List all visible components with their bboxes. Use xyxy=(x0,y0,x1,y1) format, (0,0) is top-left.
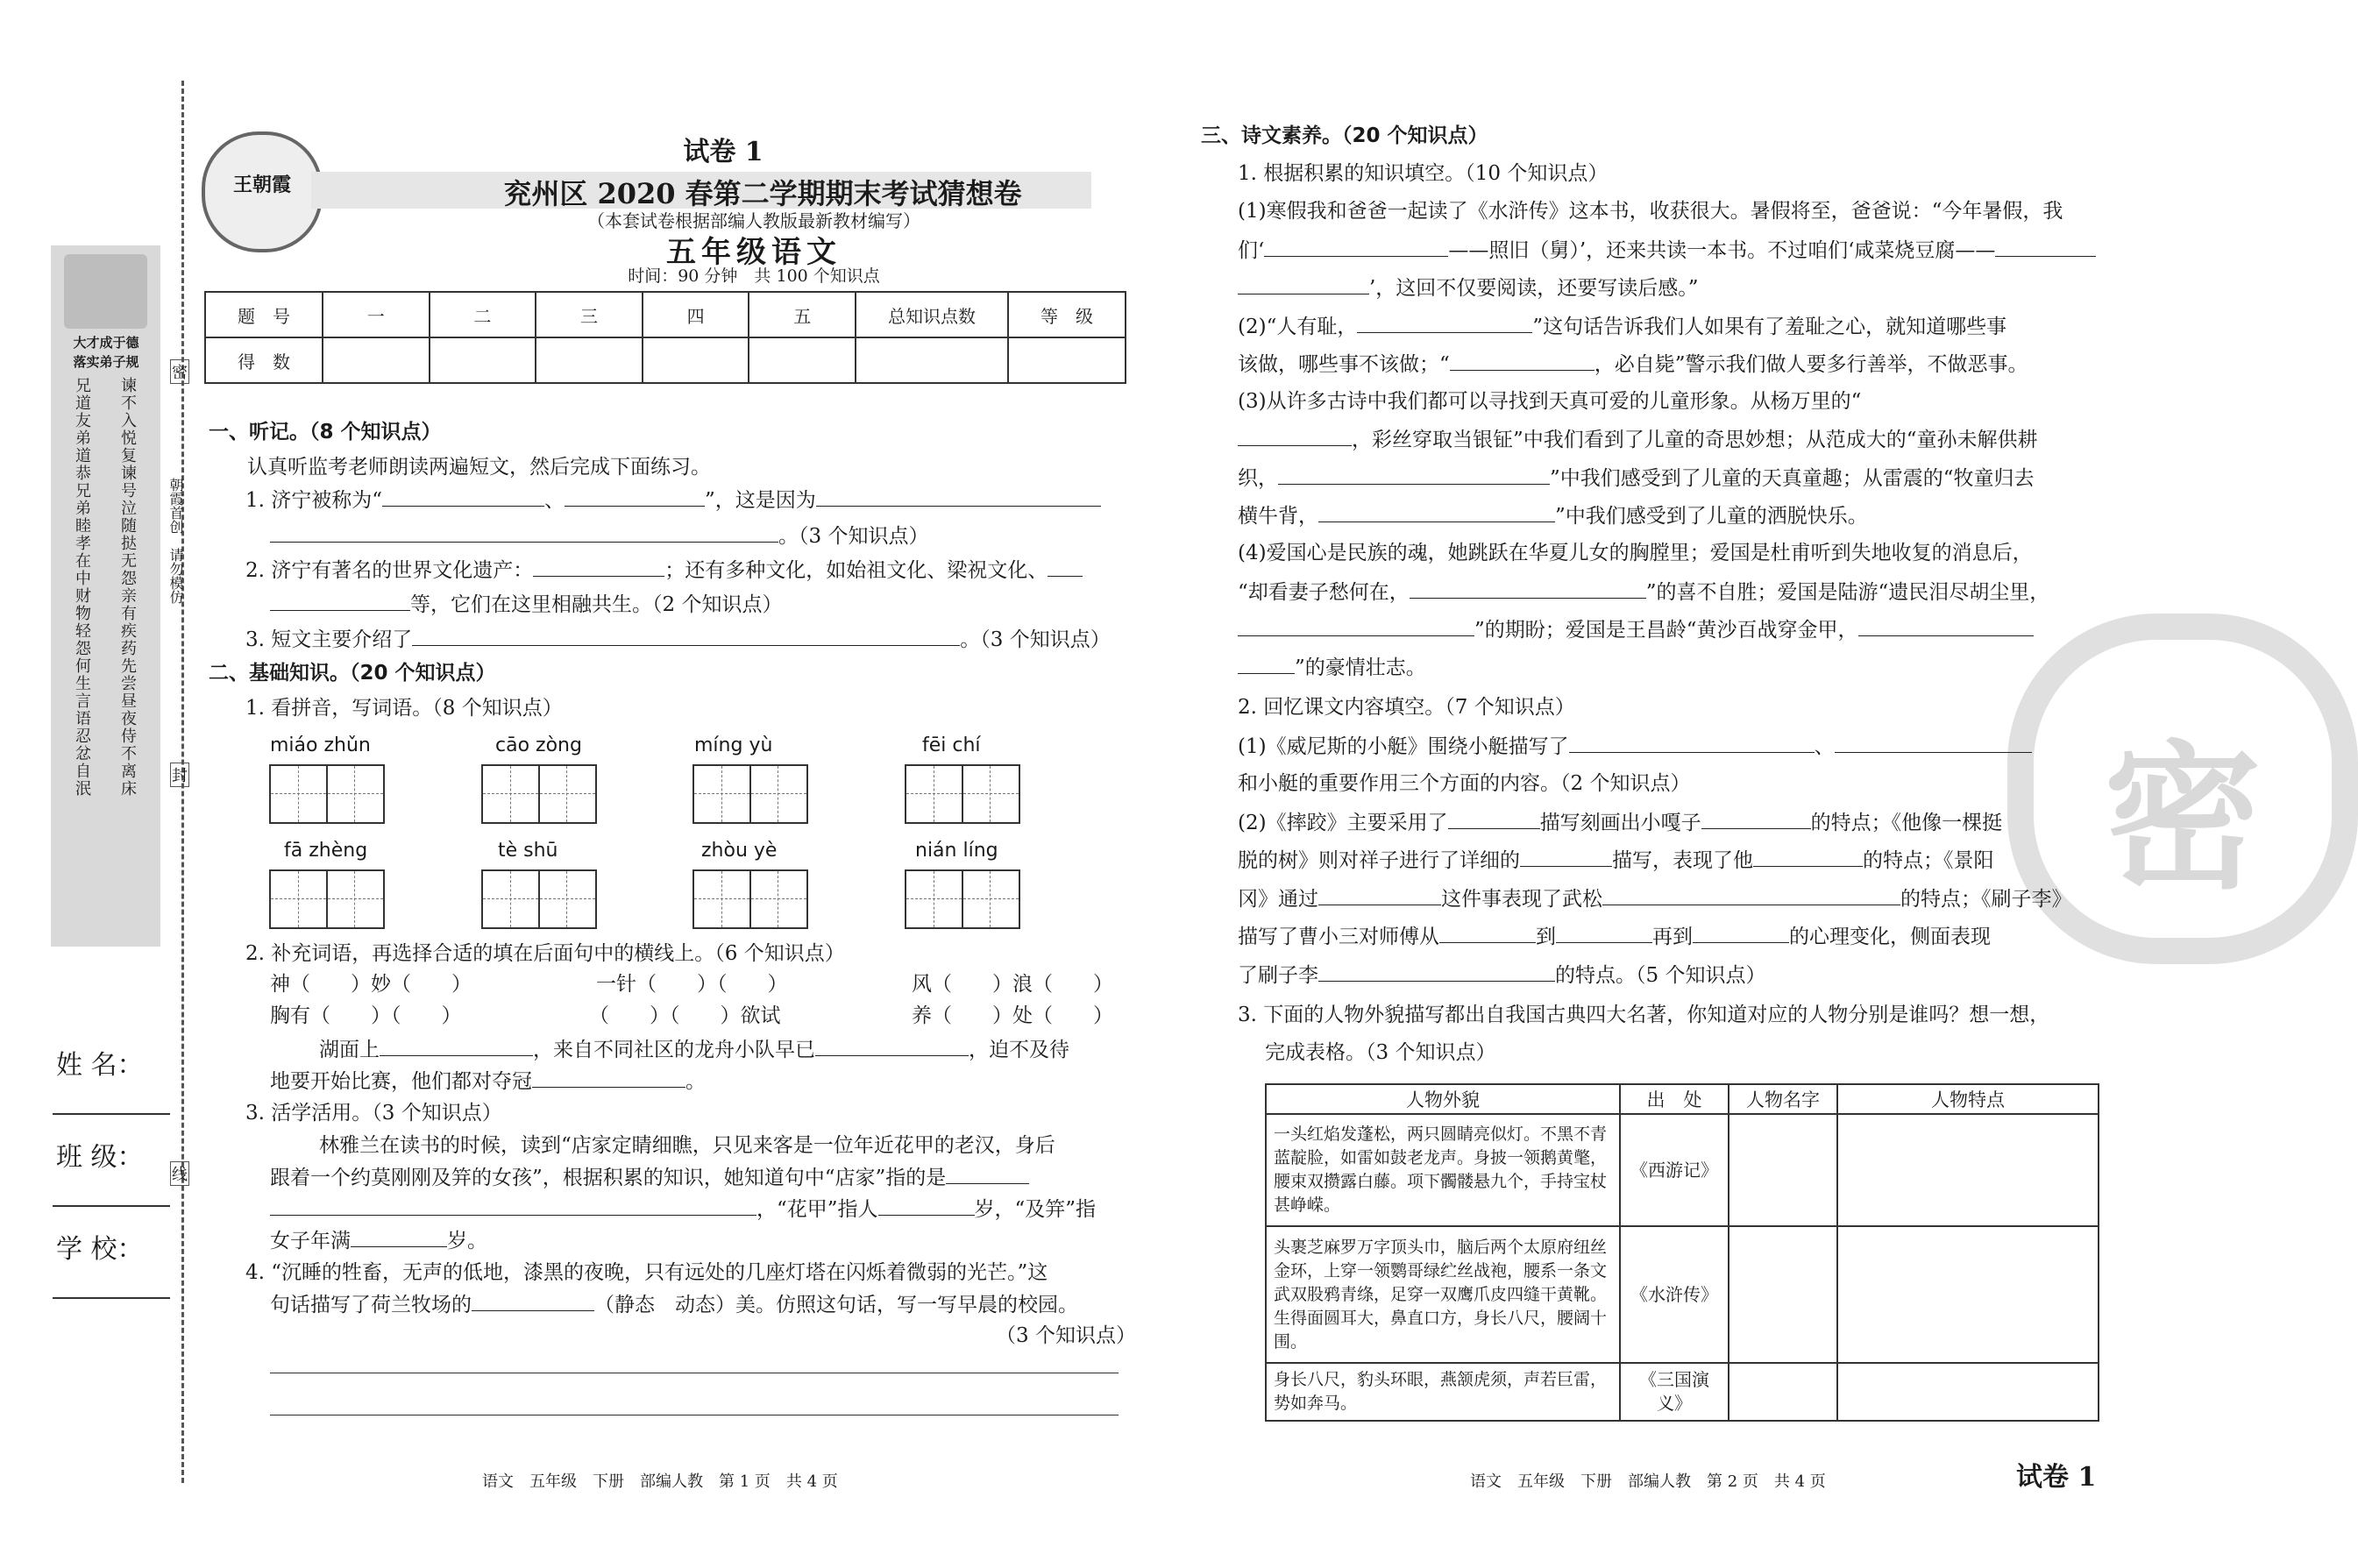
series-label: 试卷 1 xyxy=(683,137,764,167)
s3-r2c: 的特点；《他像一棵挺 xyxy=(1810,812,2003,834)
tianzi-grid[interactable] xyxy=(269,869,385,929)
s2-q3-text4b: 岁。 xyxy=(447,1230,487,1252)
s1-q3a: 3. 短文主要介绍了 xyxy=(245,628,413,651)
s2-fill-c: ，迫不及待 xyxy=(969,1039,1069,1061)
score-cell[interactable] xyxy=(749,337,856,383)
s3-p3-line1: (3)从许多古诗中我们都可以寻找到天真可爱的儿童形象。从杨万里的“ xyxy=(1238,390,1862,413)
logo-text: 王朝霞 xyxy=(232,174,291,196)
blank[interactable] xyxy=(1318,885,1441,905)
s2-q3: 3. 活学活用。（3 个知识点） xyxy=(245,1102,502,1125)
appearance-cell: 头裹芝麻罗万字顶头巾，脑后两个太原府纽丝金环，上穿一领鹦哥绿纻丝战袍，腰系一条文武双股鸦青绦，足穿一双鹰爪皮四缝干黄靴。生得面圆耳大，鼻直口方，身长八尺，腰阔十围。 xyxy=(1266,1226,1620,1363)
table-head-cell: 人物特点 xyxy=(1837,1084,2099,1114)
s3-p3-line4 xyxy=(1238,502,1868,529)
s3-p2c: 该做，哪些事不该做；“ xyxy=(1238,353,1450,376)
s3-p3c: 织， xyxy=(1238,467,1278,490)
sidebar-col-2: 谏不入悦复谏号泣随挞无怨亲有疾药先尝昼夜侍不离床 xyxy=(118,377,137,798)
pinyin-1: miáo zhǔn xyxy=(270,734,371,756)
s3-p1-line3 xyxy=(1238,274,1699,302)
sidebar-motto xyxy=(58,333,154,372)
s3-r2n: 了刷子李 xyxy=(1238,964,1318,987)
s3-p1-line2 xyxy=(1238,237,2096,264)
score-head-cell: 总知识点数 xyxy=(856,292,1008,337)
s1-q3b: 。（3 个知识点） xyxy=(960,628,1111,651)
table-row xyxy=(1266,1114,2099,1226)
trait-answer-cell[interactable] xyxy=(1837,1114,2099,1226)
s3-p3b: ，彩丝穿取当银钲”中我们看到了儿童的奇思妙想；从范成大的“童孙未解供耕 xyxy=(1352,429,2038,451)
idiom-4: 胸有（ ）（ ） xyxy=(270,1004,462,1027)
s3-p4e: ”的豪情壮志。 xyxy=(1295,656,1426,679)
s2-fill-a: 湖面上 xyxy=(319,1039,380,1061)
s3-r2k: 到 xyxy=(1536,926,1556,948)
s1-q2b: ；还有多种文化，如始祖文化、梁祝文化、 xyxy=(664,559,1048,582)
s3-p2-line2 xyxy=(1238,351,2028,378)
s1-q2a: 2. 济宁有著名的世界文化遗产： xyxy=(245,559,534,582)
s3-r2-line2 xyxy=(1238,847,1994,874)
s2-fill-line1 xyxy=(319,1036,1069,1063)
s3-r2l: 再到 xyxy=(1652,926,1693,948)
s3-p3f: ”中我们感受到了儿童的洒脱快乐。 xyxy=(1555,505,1868,528)
score-table-row xyxy=(205,337,1126,383)
s1-q1-line2 xyxy=(270,522,928,550)
s1-q1b: 、 xyxy=(544,489,565,512)
corner-series-mark: 试卷 1 xyxy=(2016,1462,2097,1493)
blank[interactable] xyxy=(1602,885,1900,905)
school-line[interactable] xyxy=(53,1297,170,1299)
s3-p2d: ，必自毙”警示我们做人要多行善举，不做恶事。 xyxy=(1594,353,2028,376)
idiom-6: 养（ ）处（ ） xyxy=(912,1004,1113,1027)
blank[interactable] xyxy=(1693,923,1789,943)
score-head-cell: 题 号 xyxy=(205,292,323,337)
exam-subtitle: （本套试卷根据部编人教版最新教材编写） xyxy=(587,210,920,231)
s3-p1d: ’，这回不仅要阅读，还要写读后感。” xyxy=(1369,277,1699,300)
s3-r2d: 脱的树》则对祥子进行了详细的 xyxy=(1238,849,1520,872)
blank[interactable] xyxy=(1569,733,1815,753)
score-table-head xyxy=(205,292,1126,337)
blank[interactable] xyxy=(1701,809,1811,829)
s3-r2i: 的特点；《刷子李》 xyxy=(1900,888,2072,911)
s3-p4d: ”的期盼；爱国是王昌龄“黄沙百战穿金甲， xyxy=(1474,619,1858,642)
sidebar-text xyxy=(61,377,153,938)
blank[interactable] xyxy=(816,486,1101,507)
sidebar-panel xyxy=(51,245,160,947)
score-cell[interactable] xyxy=(856,337,1008,383)
pinyin-5: fā zhèng xyxy=(284,840,368,862)
blank[interactable] xyxy=(1278,465,1550,485)
s3-p1c: ——照旧（舅）’，还来共读一本书。不过咱们‘咸菜烧豆腐—— xyxy=(1448,239,1996,262)
s3-r2f: 的特点；《景阳 xyxy=(1863,849,1994,872)
s2-q4-text2a: 句话描写了荷兰牧场的 xyxy=(270,1294,472,1316)
s2-q3-text3a: ，“花甲”指人 xyxy=(756,1198,878,1221)
tianzi-grid[interactable] xyxy=(269,764,385,824)
table-row xyxy=(1266,1226,2099,1363)
appearance-cell: 身长八尺，豹头环眼，燕颔虎须，声若巨雷，势如奔马。 xyxy=(1266,1363,1620,1421)
s2-q3-line4 xyxy=(270,1227,487,1254)
section1-heading: 一、听记。（8 个知识点） xyxy=(209,421,442,443)
blank[interactable] xyxy=(1357,313,1532,333)
tianzi-grid[interactable] xyxy=(692,764,808,824)
sidebar-col-1: 兄道友弟道恭兄弟睦孝在中财物轻怨何生言语忍忿自泯 xyxy=(73,377,91,798)
pinyin-8: nián líng xyxy=(915,840,998,862)
s3-r2g: 冈》通过 xyxy=(1238,888,1318,911)
section1-intro: 认真听监考老师朗读两遍短文，然后完成下面练习。 xyxy=(247,456,711,479)
blank[interactable] xyxy=(1238,616,1474,636)
score-head-cell: 等 级 xyxy=(1008,292,1126,337)
blank[interactable] xyxy=(1318,961,1555,982)
s2-q3-line3 xyxy=(270,1196,1096,1223)
score-cell[interactable] xyxy=(1008,337,1126,383)
score-cell[interactable] xyxy=(536,337,643,383)
s3-r2h: 这件事表现了武松 xyxy=(1441,888,1602,911)
s2-q3-text3b: 岁，“及笄”指 xyxy=(974,1198,1097,1221)
s3-r1-line2: 和小艇的重要作用三个方面的内容。（2 个知识点） xyxy=(1238,772,1691,795)
blank[interactable] xyxy=(1048,557,1083,577)
s3-r2o: 的特点。（5 个知识点） xyxy=(1555,964,1766,987)
trait-answer-cell[interactable] xyxy=(1837,1363,2099,1421)
s3-p4-line3 xyxy=(1238,616,2034,643)
s2-q3-line2 xyxy=(270,1164,1029,1191)
score-table xyxy=(204,291,1126,384)
appearance-cell: 一头红焰发蓬松，两只圆睛亮似灯。不黑不青蓝靛脸，如雷如鼓老龙声。身披一领鹅黄氅，腰束双攒露白藤。项下髑髅悬九个，手持宝杖甚峥嵘。 xyxy=(1266,1114,1620,1226)
s1-q3 xyxy=(245,626,1111,653)
score-head-cell: 一 xyxy=(323,292,430,337)
s2-fill-b: ，来自不同社区的龙舟小队早已 xyxy=(533,1039,815,1061)
vertical-note: 朝霞首创 请勿模仿 xyxy=(167,478,184,604)
s3-p2-line1 xyxy=(1238,313,2006,340)
blank[interactable] xyxy=(1556,923,1652,943)
source-cell: 《三国演义》 xyxy=(1620,1363,1729,1421)
blank[interactable] xyxy=(533,557,664,577)
blank[interactable] xyxy=(1520,847,1612,867)
idiom-2: 一针（ ）（ ） xyxy=(596,973,788,996)
source-cell: 《水浒传》 xyxy=(1620,1226,1729,1363)
blank[interactable] xyxy=(380,1036,533,1056)
blank[interactable] xyxy=(270,1196,756,1216)
table-head-cell: 人物外貌 xyxy=(1266,1084,1620,1114)
s1-q1d: 。（3 个知识点） xyxy=(778,525,929,548)
s3-p2b: ”这句话告诉我们人如果有了羞耻之心，就知道哪些事 xyxy=(1532,316,2007,338)
blank[interactable] xyxy=(270,591,410,611)
blank[interactable] xyxy=(815,1036,969,1056)
blank[interactable] xyxy=(1238,426,1352,446)
school-label: 学 校： xyxy=(56,1234,144,1265)
source-cell: 《西游记》 xyxy=(1620,1114,1729,1226)
blank[interactable] xyxy=(1753,847,1863,867)
blank[interactable] xyxy=(1439,923,1536,943)
blank[interactable] xyxy=(946,1164,1029,1184)
tianzi-grid[interactable] xyxy=(481,869,597,929)
name-answer-cell[interactable] xyxy=(1729,1226,1837,1363)
s3-p4-line1: (4)爱国心是民族的魂，她跳跃在华夏儿女的胸膛里；爱国是杜甫听到失地收复的消息后， xyxy=(1238,542,2033,564)
name-answer-cell[interactable] xyxy=(1729,1114,1837,1226)
s2-q3-text2: 跟着一个约莫刚刚及笄的女孩”，根据积累的知识，她知道句中“店家”指的是 xyxy=(270,1167,947,1189)
blank[interactable] xyxy=(412,626,960,646)
s3-p3-line2 xyxy=(1238,426,2038,453)
s3-p3e: 横牛背， xyxy=(1238,505,1318,528)
section2-heading: 二、基础知识。（20 个知识点） xyxy=(209,662,496,685)
character-table xyxy=(1265,1083,2099,1422)
s3-r1b: 、 xyxy=(1814,735,1835,758)
table-row xyxy=(1266,1363,2099,1421)
blank[interactable] xyxy=(1835,733,2032,753)
score-row-label: 得 数 xyxy=(205,337,323,383)
s3-q3-line1: 3. 下面的人物外貌描写都出自我国古典四大名著，你知道对应的人物分别是谁吗？想一想， xyxy=(1238,1004,2050,1026)
s3-r2e: 描写，表现了他 xyxy=(1612,849,1753,872)
score-cell[interactable] xyxy=(430,337,536,383)
s2-fill-e: 。 xyxy=(685,1070,706,1093)
name-line[interactable] xyxy=(53,1113,170,1115)
seal-char-2: 封 xyxy=(170,763,189,787)
character-table-head xyxy=(1266,1084,2099,1114)
s3-r2-line4 xyxy=(1238,923,1991,950)
s1-q1c: ”，这是因为 xyxy=(705,489,816,512)
pinyin-3: míng yù xyxy=(694,734,773,756)
s3-p2a: (2)“人有耻， xyxy=(1238,316,1358,338)
s3-r2j: 描写了曹小三对师傅从 xyxy=(1238,926,1439,948)
s3-p4b: “却看妻子愁何在， xyxy=(1238,581,1410,604)
exam-title: 兖州区 2020 春第二学期期末考试猜想卷 xyxy=(503,177,1022,210)
name-label: 姓 名： xyxy=(56,1050,144,1081)
name-answer-cell[interactable] xyxy=(1729,1363,1837,1421)
s3-p4-line4 xyxy=(1238,654,1426,681)
s2-q3-line1: 林雅兰在读书的时候，读到“店家定睛细瞧，只见来客是一位年近花甲的老汉，身后 xyxy=(319,1134,1055,1157)
class-label: 班 级： xyxy=(56,1142,144,1173)
pinyin-4: fēi chí xyxy=(922,734,981,756)
table-head-cell: 人物名字 xyxy=(1729,1084,1837,1114)
brand-logo xyxy=(202,131,323,252)
class-line[interactable] xyxy=(53,1205,170,1207)
s3-q3-line2: 完成表格。（3 个知识点） xyxy=(1265,1041,1496,1064)
s2-q2: 2. 补充词语，再选择合适的填在后面句中的横线上。（6 个知识点） xyxy=(245,942,845,965)
footer-left: 语文 五年级 下册 部编人教 第 1 页 共 4 页 xyxy=(482,1472,838,1491)
blank[interactable] xyxy=(1264,237,1448,257)
score-cell[interactable] xyxy=(323,337,430,383)
table-head-cell: 出 处 xyxy=(1620,1084,1729,1114)
s3-r2b: 描写刻画出小嘎子 xyxy=(1539,812,1701,834)
blank[interactable] xyxy=(532,1068,685,1088)
seal-char-1: 密 xyxy=(170,359,189,384)
blank[interactable] xyxy=(1995,237,2096,257)
score-head-cell: 四 xyxy=(643,292,749,337)
trait-answer-cell[interactable] xyxy=(1837,1226,2099,1363)
s1-q2-line1 xyxy=(245,557,1083,584)
blank[interactable] xyxy=(351,1227,447,1247)
score-cell[interactable] xyxy=(643,337,749,383)
s2-q4-text2b: （静态 动态）美。仿照这句话，写一写早晨的校园。 xyxy=(594,1294,1078,1316)
blank[interactable] xyxy=(382,486,544,507)
s2-q1: 1. 看拼音，写词语。（8 个知识点） xyxy=(245,697,563,720)
blank[interactable] xyxy=(1318,502,1555,522)
s3-p4c: ”的喜不自胜；爱国是陆游“遗民泪尽胡尘里， xyxy=(1645,581,2050,604)
s3-p1b: 们‘ xyxy=(1238,239,1265,262)
portrait-image xyxy=(64,254,147,329)
s1-q2c: 等，它们在这里相融共生。（2 个知识点） xyxy=(410,593,783,616)
score-head-cell: 二 xyxy=(430,292,536,337)
s2-fill-line2 xyxy=(270,1068,706,1095)
blank[interactable] xyxy=(565,486,705,507)
s2-q4-line1: 4. “沉睡的牲畜，无声的低地，漆黑的夜晚，只有远处的几座灯塔在闪烁着微弱的光芒。”这 xyxy=(245,1261,1048,1284)
blank[interactable] xyxy=(1238,654,1295,674)
time-info: 时间：90 分钟 共 100 个知识点 xyxy=(628,266,880,286)
pinyin-2: cāo zòng xyxy=(495,734,582,756)
section3-heading: 三、诗文素养。（20 个知识点） xyxy=(1201,124,1488,147)
tianzi-grid[interactable] xyxy=(481,764,597,824)
s3-r2m: 的心理变化，侧面表现 xyxy=(1789,926,1991,948)
blank[interactable] xyxy=(1448,809,1540,829)
s3-q2: 2. 回忆课文内容填空。（7 个知识点） xyxy=(1238,696,1575,719)
blank[interactable] xyxy=(472,1291,594,1311)
motto-top: 大才成于德 xyxy=(73,335,139,351)
pinyin-6: tè shū xyxy=(498,840,558,862)
s3-p4-line2 xyxy=(1238,578,2049,606)
s3-r1-line1 xyxy=(1238,733,2032,760)
motto-bottom: 落实弟子规 xyxy=(73,354,139,370)
tianzi-grid[interactable] xyxy=(905,764,1020,824)
seal-char-3: 线 xyxy=(170,1161,189,1186)
s1-q2-line2 xyxy=(270,591,782,618)
blank[interactable] xyxy=(1858,616,2034,636)
s2-q4-points: （3 个知识点） xyxy=(996,1324,1136,1347)
score-head-cell: 五 xyxy=(749,292,856,337)
blank[interactable] xyxy=(270,522,778,543)
blank[interactable] xyxy=(878,1196,975,1216)
footer-right: 语文 五年级 下册 部编人教 第 2 页 共 4 页 xyxy=(1470,1472,1826,1491)
s3-p1-line1: (1)寒假我和爸爸一起读了《水浒传》这本书，收获很大。暑假将至，爸爸说：“今年暑假，我 xyxy=(1238,200,2063,223)
s1-q1-line1 xyxy=(245,486,1101,514)
idiom-5: （ ）（ ）欲试 xyxy=(589,1004,781,1027)
s3-r2-line1 xyxy=(1238,809,2002,836)
tianzi-grid[interactable] xyxy=(692,869,808,929)
blank[interactable] xyxy=(1450,351,1594,371)
s3-r2-line3 xyxy=(1238,885,2072,912)
s2-q4-line2 xyxy=(270,1291,1078,1318)
tianzi-grid[interactable] xyxy=(905,869,1020,929)
blank[interactable] xyxy=(1238,274,1369,294)
s2-q3-text4a: 女子年满 xyxy=(270,1230,351,1252)
s3-p3-line3 xyxy=(1238,465,2035,492)
s3-r2a: (2)《摔跤》主要采用了 xyxy=(1238,812,1448,834)
idiom-3: 风（ ）浪（ ） xyxy=(912,973,1113,996)
s3-r1a: (1)《威尼斯的小艇》围绕小艇描写了 xyxy=(1238,735,1569,758)
s2-fill-d: 地要开始比赛，他们都对夺冠 xyxy=(270,1070,532,1093)
s1-q1a: 1. 济宁被称为“ xyxy=(245,489,383,512)
s3-r2-line5 xyxy=(1238,961,1765,989)
blank[interactable] xyxy=(1410,578,1646,599)
score-head-cell: 三 xyxy=(536,292,643,337)
idiom-1: 神（ ）妙（ ） xyxy=(270,973,472,996)
watermark-char: 密 xyxy=(2104,726,2262,911)
pinyin-7: zhòu yè xyxy=(701,840,778,862)
s3-q1: 1. 根据积累的知识填空。（10 个知识点） xyxy=(1238,162,1609,185)
grade-subject: 五年级语文 xyxy=(666,235,842,270)
s3-p3d: ”中我们感受到了儿童的天真童趣；从雷震的“牧童归去 xyxy=(1550,467,2035,490)
